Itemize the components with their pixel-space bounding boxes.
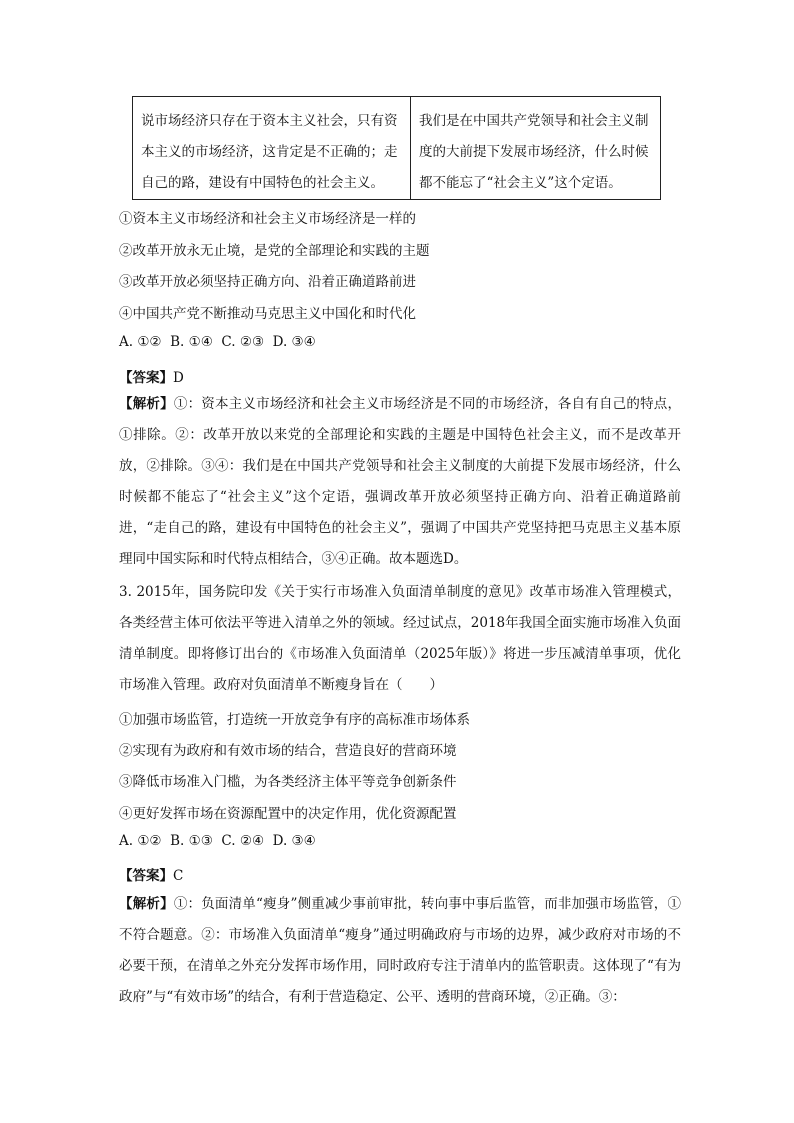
analysis-text: ①：负面清单“瘦身”侧重减少事前审批，转向事中事后监管，而非加强市场监管，①不符合题意。②：市场准入负面清单“瘦身”通过明确政府与市场的边界，减少政府对市场的不必要干预，在清单之外充分发挥市场作用，同时政府专注于清单内的监管职责。这体现了“有为政府”与“有效市场”的结合，有利于营造稳定、公平、透明的营商环境，②正确。③： (119, 896, 682, 1005)
analysis-label: 【解析】 (119, 896, 174, 912)
q2-option-1: ①资本主义市场经济和社会主义市场经济是一样的 (119, 211, 416, 227)
q3-answer (119, 864, 183, 884)
q3-stem: 3. 2015年，国务院印发《关于实行市场准入负面清单制度的意见》改革市场准入管理模式，各类经营主体可依法平等进入清单之外的领域。经过试点，2018年我国全面实施市场准入负面清单制度。即将修订出台的《市场准入负面清单（2025年版）》将进一步压减清单事项，优化市场准入管理。政府对负面清单不断瘦身旨在（ ） (119, 584, 681, 693)
q2-answer (119, 366, 184, 386)
answer-value: C (173, 868, 184, 884)
q3-option-2: ②实现有为政府和有效市场的结合，营造良好的营商环境 (119, 743, 457, 759)
q2-option-3: ③改革开放必须坚持正确方向、沿着正确道路前进 (119, 274, 416, 290)
q2-option-4: ④中国共产党不断推动马克思主义中国化和时代化 (119, 306, 416, 322)
answer-label: 【答案】 (119, 868, 173, 884)
q3-analysis (119, 889, 681, 1013)
q2-analysis (119, 389, 681, 575)
q3-option-4: ④更好发挥市场在资源配置中的决定作用，优化资源配置 (119, 806, 457, 822)
quote-cell-right: 我们是在中国共产党领导和社会主义制度的大前提下发展市场经济，什么时候都不能忘了“社会主义”这个定语。 (419, 113, 649, 191)
q3-choices: A. ①② B. ①③ C. ②④ D. ③④ (119, 833, 316, 849)
q2-choices: A. ①② B. ①④ C. ②③ D. ③④ (119, 334, 316, 350)
q3-option-3: ③降低市场准入门槛，为各类经济主体平等竞争创新条件 (119, 774, 457, 790)
analysis-text: ①：资本主义市场经济和社会主义市场经济是不同的市场经济，各自有自己的特点，①排除。②：改革开放以来党的全部理论和实践的主题是中国特色社会主义，而不是改革开放，②排除。③④：我们是在中国共产党领导和社会主义制度的大前提下发展市场经济，什么时候都不能忘了“社会主义”这个定语，强调改革开放必须坚持正确方向、沿着正确道路前进，“走自己的路，建设有中国特色的社会主义”，强调了中国共产党坚持把马克思主义基本原理同中国实际和时代特点相结合，③④正确。故本题选D。 (119, 396, 682, 567)
q3-option-1: ①加强市场监管，打造统一开放竞争有序的高标准市场体系 (119, 712, 470, 728)
answer-label: 【答案】 (119, 370, 173, 386)
quote-table (132, 96, 661, 200)
analysis-label: 【解析】 (119, 396, 174, 412)
quote-cell-left: 说市场经济只存在于资本主义社会，只有资本主义的市场经济，这肯定是不正确的；走自己的路，建设有中国特色的社会主义。 (133, 97, 411, 199)
q2-option-2: ②改革开放永无止境，是党的全部理论和实践的主题 (119, 243, 430, 259)
answer-value: D (173, 370, 184, 386)
